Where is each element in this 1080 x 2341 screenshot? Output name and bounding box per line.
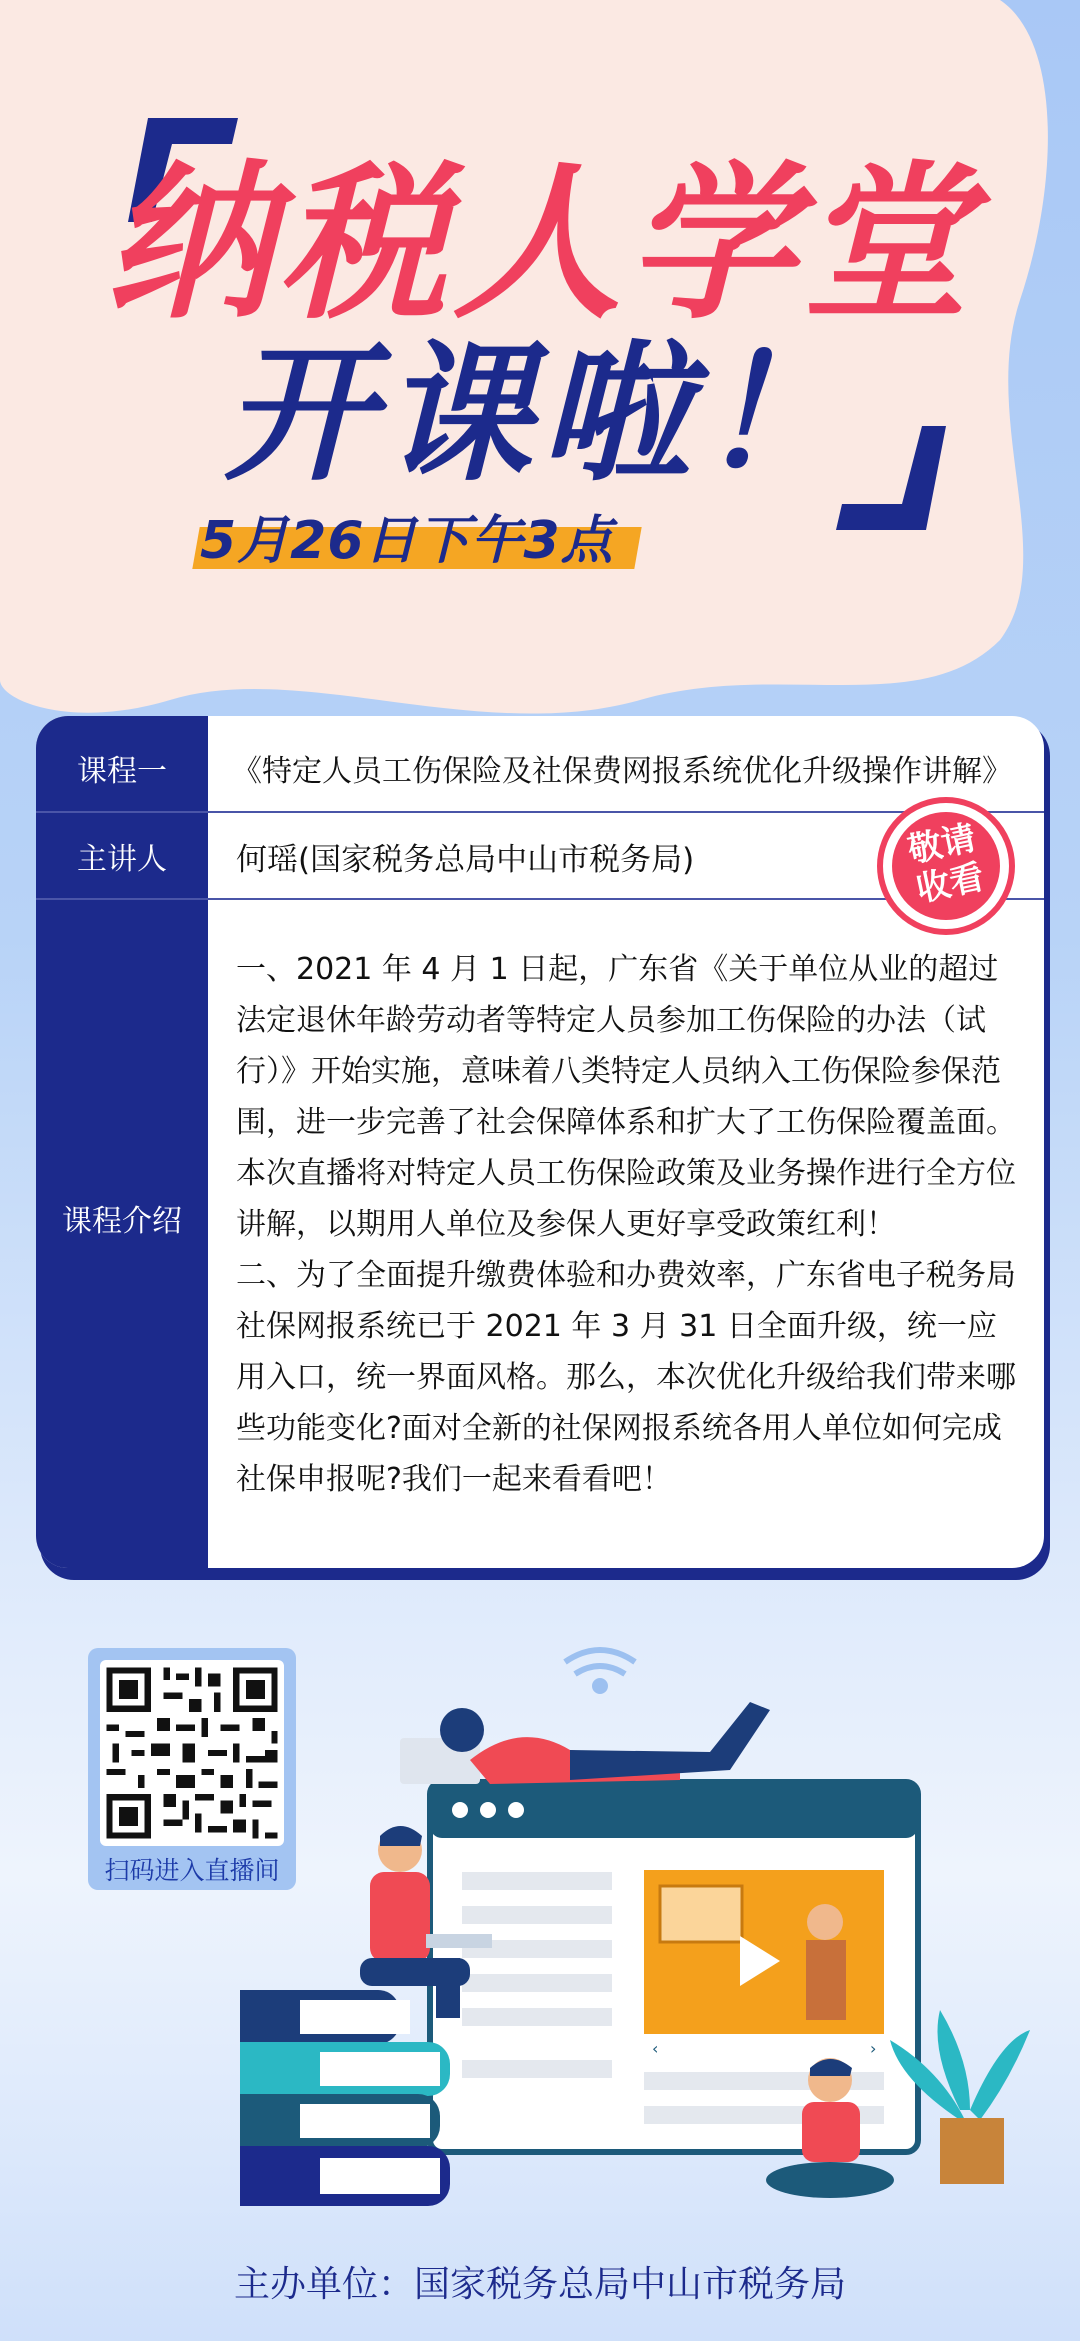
course-label: 课程一 <box>77 754 167 789</box>
intro-paragraph-2: 二、为了全面提升缴费体验和办费效率，广东省电子税务局社保网报系统已于 2021 年 3 月 31 日全面升级，统一应用入口，统一界面风格。那么，本次优化升级给我们带来哪些功能变化?面对全新的社保网报系统各用人单位如何完成社保申报呢?我们一起来看看吧！ <box>236 1258 1016 1497</box>
seal-line1: 敬请 <box>904 817 980 872</box>
organizer-footer: 主办单位：国家税务总局中山市税务局 <box>233 2264 846 2305</box>
online-class-illustration <box>240 1640 1040 2220</box>
svg-text:‹: ‹ <box>652 2039 659 2058</box>
intro-paragraph-1: 一、2021 年 4 月 1 日起，广东省《关于单位从业的超过法定退休年龄劳动者等特定人员参加工伤保险的办法（试行）》开始实施，意味着八类特定人员纳入工伤保险参保范围，进一步完善了社会保障体系和扩大了工伤保险覆盖面。本次直播将对特定人员工伤保险政策及业务操作进行全方位讲解，以期用人单位及参保人更好享受政策红利！ <box>236 952 1016 1242</box>
wifi-icon <box>565 1650 635 1691</box>
seal-line2: 收看 <box>912 856 988 911</box>
course-title: 《特定人员工伤保险及社保费网报系统优化升级操作讲解》 <box>232 754 1012 789</box>
speaker-label: 主讲人 <box>77 842 167 877</box>
event-date: 5月26日下午3点 <box>200 511 614 571</box>
intro-label: 课程介绍 <box>62 1204 182 1239</box>
poster-title-line1: 纳税人学堂 <box>105 146 975 342</box>
course-intro-text <box>236 944 1016 1505</box>
svg-text:›: › <box>870 2039 877 2058</box>
poster-title-line2: 开课啦！ <box>223 328 856 502</box>
qr-scan-label: 扫码进入直播间 <box>104 1856 280 1885</box>
speaker-name: 何瑶(国家税务总局中山市税务局) <box>236 842 695 878</box>
please-watch-seal <box>876 796 1016 936</box>
